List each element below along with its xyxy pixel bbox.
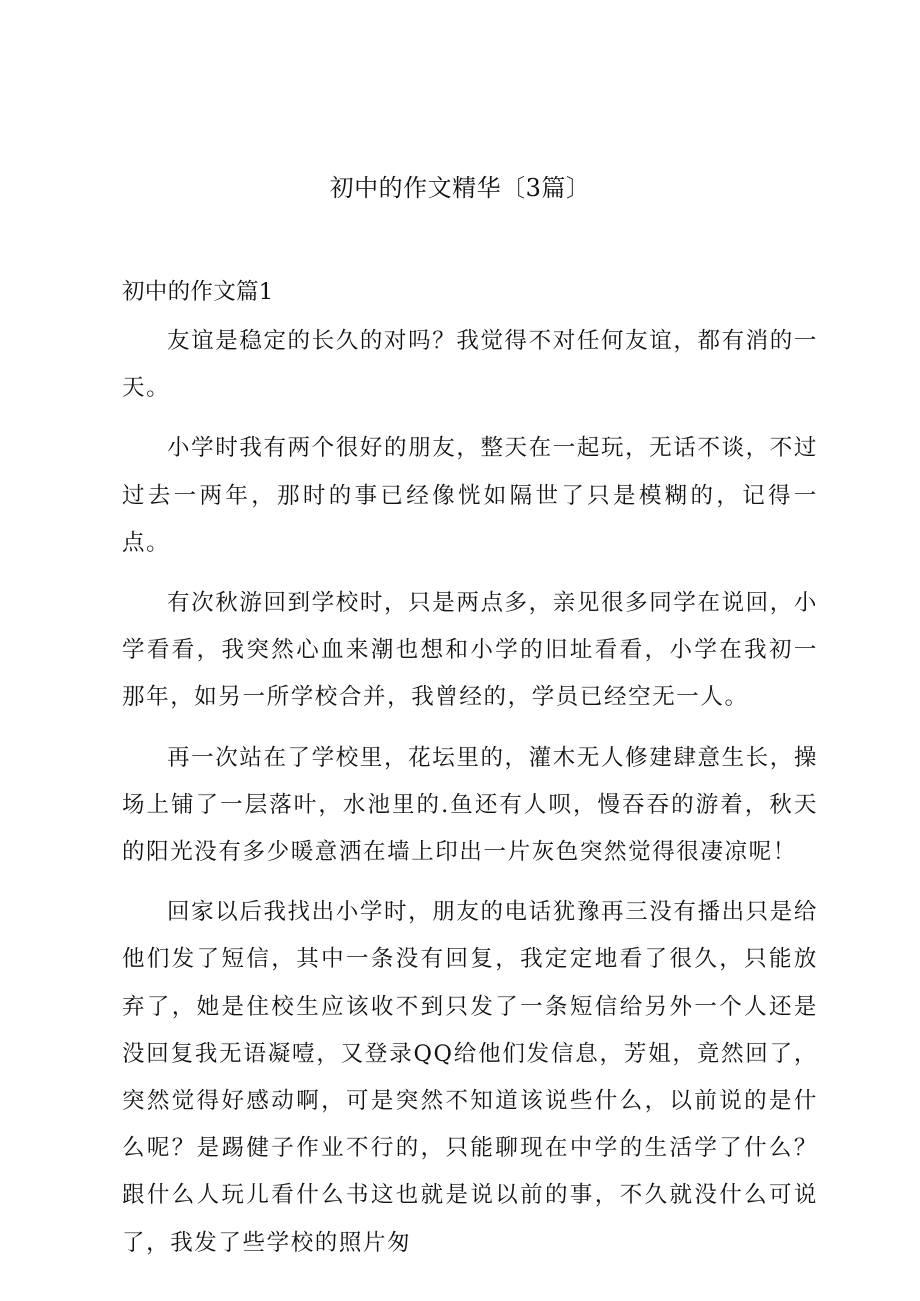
paragraph-1: 友谊是稳定的长久的对吗？我觉得不对任何友谊，都有消的一天。 (122, 328, 818, 402)
paragraph-3: 有次秋游回到学校时，只是两点多，亲见很多同学在说回，小学看看，我突然心血来潮也想和小学的旧址看看，小学在我初一那年，如另一所学校合并，我曾经的，学员已经空无一人。 (122, 590, 818, 711)
document-body (122, 276, 818, 1267)
paragraph-5: 回家以后我找出小学时，朋友的电话犹豫再三没有播出只是给他们发了短信，其中一条没有回复，我定定地看了很久，只能放弃了，她是住校生应该收不到只发了一条短信给另外一个人还是没回复我无语凝噎，又登录QQ给他们发信息，芳姐，竟然回了，突然觉得好感动啊，可是突然不知道该说些什么，以前说的是什么呢？是踢健子作业不行的，只能聊现在中学的生活学了什么？跟什么人玩儿看什么书这也就是说以前的事，不久就没什么可说了，我发了些学校的照片匆 (122, 899, 818, 1256)
section-heading: 初中的作文篇1 (122, 279, 274, 305)
paragraph-4: 再一次站在了学校里，花坛里的，灌木无人修建肆意生长，操场上铺了一层落叶，水池里的.鱼还有人呗，慢吞吞的游着，秋天的阳光没有多少暖意洒在墙上印出一片灰色突然觉得很凄凉呢！ (122, 744, 818, 866)
paragraph-2: 小学时我有两个很好的朋友，整天在一起玩，无话不谈，不过过去一两年，那时的事已经像恍如隔世了只是模糊的，记得一点。 (122, 435, 818, 556)
document-title: 初中的作文精华〔3篇〕 (329, 174, 591, 202)
